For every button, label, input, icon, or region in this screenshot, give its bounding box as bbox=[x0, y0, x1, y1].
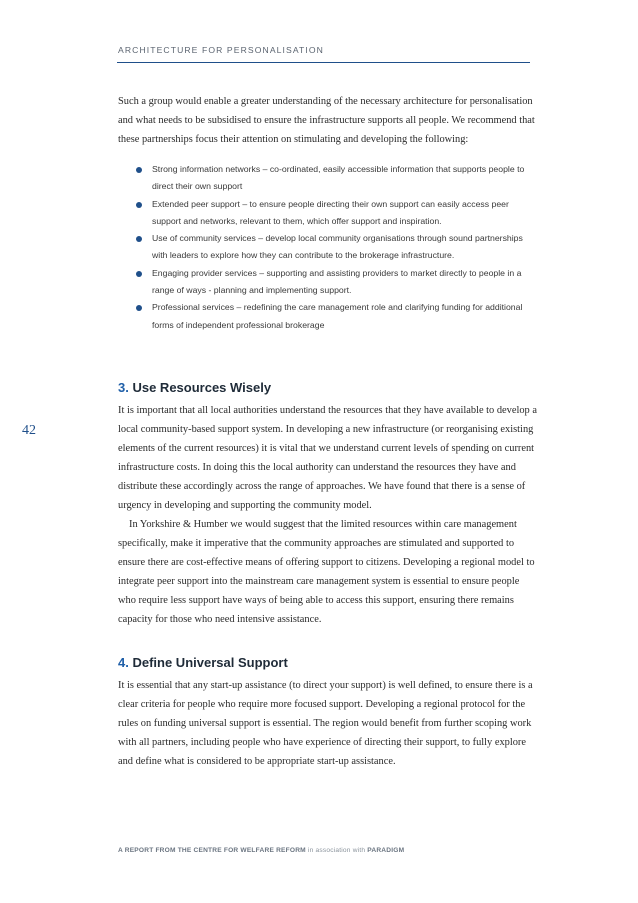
footer-partner-name: PARADIGM bbox=[367, 847, 405, 854]
page-footer bbox=[118, 847, 404, 854]
section-3-title: Use Resources Wisely bbox=[132, 380, 272, 395]
list-item-text: Use of community services – develop local community organisations through sound partnerships with leaders to explore how they can contribute to the brokerage infrastructure. bbox=[152, 233, 523, 261]
list-item-text: Professional services – redefining the care management role and clarifying funding for additional forms of independent professional brokerage bbox=[152, 302, 523, 330]
bullet-dot-icon bbox=[136, 305, 142, 311]
list-item-text: Strong information networks – co-ordinated, easily accessible information that supports people to direct their own support bbox=[152, 164, 525, 192]
bullet-dot-icon bbox=[136, 202, 142, 208]
running-header: ARCHITECTURE FOR PERSONALISATION bbox=[118, 45, 324, 55]
list-item bbox=[134, 299, 534, 334]
page-number: 42 bbox=[22, 423, 36, 438]
section-4-heading bbox=[118, 655, 288, 670]
section-4-title: Define Universal Support bbox=[132, 655, 288, 670]
section-4-number: 4. bbox=[118, 655, 129, 670]
list-item bbox=[134, 230, 534, 265]
bullet-dot-icon bbox=[136, 167, 142, 173]
bullet-list bbox=[134, 161, 534, 334]
section-3-paragraph-2: In Yorkshire & Humber we would suggest that the limited resources within care management specifically, make it imperative that the community approaches are stimulated and supported to ensure there are cost-effective means of offering support to citizens. Developing a regional model to integrate peer support into the mainstream care management system is essential to ensure people who require less support have ways of being able to access this support, ensuring there remains capacity for those who need intensive assistance. bbox=[118, 519, 535, 625]
list-item bbox=[134, 196, 534, 231]
bullet-dot-icon bbox=[136, 271, 142, 277]
footer-report-source: A REPORT FROM THE CENTRE FOR WELFARE REFORM bbox=[118, 847, 306, 854]
header-divider bbox=[117, 62, 530, 63]
section-3-heading bbox=[118, 380, 271, 395]
section-3-number: 3. bbox=[118, 380, 129, 395]
list-item-text: Engaging provider services – supporting and assisting providers to market directly to people in a range of ways - planning and implementing support. bbox=[152, 267, 522, 296]
bullet-dot-icon bbox=[136, 236, 142, 242]
list-item-text: Extended peer support – to ensure people directing their own support can easily access peer support and networks, relevant to them, which offer support and inspiration. bbox=[152, 198, 509, 226]
section-4-paragraph: It is essential that any start-up assistance (to direct your support) is well defined, to ensure there is a clear criteria for people who require more focused support. Developing a regional protocol for the rules on funding universal support is essential. The region would benefit from further scoping work with all partners, including people who have experience of directing their support, to fully explore and define what is considered to be appropriate start-up assistance. bbox=[118, 680, 533, 767]
list-item bbox=[134, 265, 534, 300]
section-4-body bbox=[118, 676, 538, 771]
footer-association-text: in association with bbox=[307, 847, 366, 854]
intro-paragraph: Such a group would enable a greater understanding of the necessary architecture for personalisation and what needs to be subsidised to ensure the infrastructure supports all people. We recommend that these partnerships focus their attention on stimulating and developing the following: bbox=[118, 96, 535, 145]
section-3-paragraph-1: It is important that all local authorities understand the resources that they have available to develop a local community-based support system. In developing a new infrastructure (or reorganising existing elements of the current resources) it is vital that we understand current levels of spending on current infrastructure costs. In doing this the local authority can understand the resources they have and distribute these accordingly across the range of approaches. We have found that there is a sense of urgency in developing and supporting the community model. bbox=[118, 405, 537, 511]
list-item bbox=[134, 161, 534, 196]
section-3-body bbox=[118, 401, 538, 629]
